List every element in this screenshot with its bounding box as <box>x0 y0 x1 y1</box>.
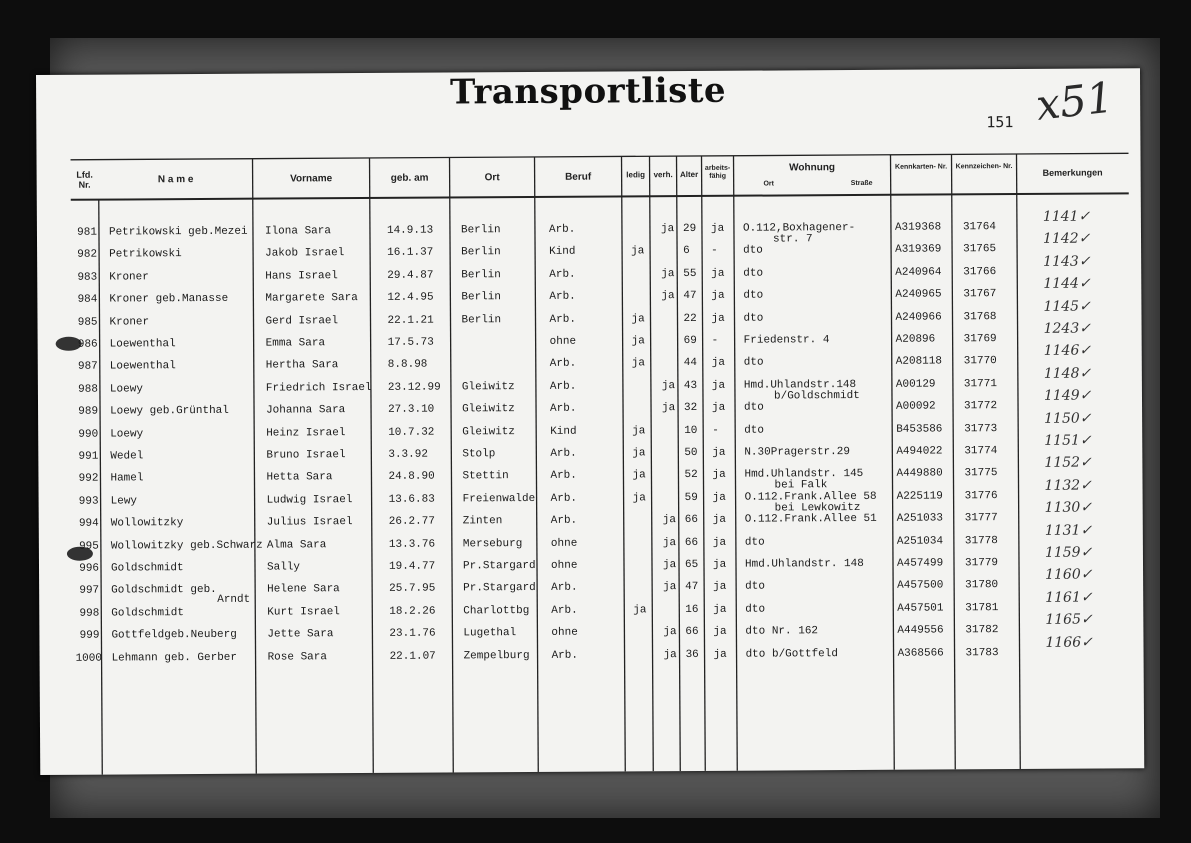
cell-kennkarten-nr: A457500 <box>897 579 944 593</box>
cell-lfd-nr: 982 <box>77 249 98 262</box>
cell-ledig: ja <box>631 312 645 325</box>
cell-ort: Merseburg <box>462 537 523 550</box>
cell-name: Kroner geb.Manasse <box>109 293 229 306</box>
cell-beruf: Arb. <box>549 268 576 281</box>
cell-geb-am: 22.1.07 <box>389 650 436 663</box>
cell-name: Wedel <box>110 450 144 463</box>
cell-alter: 22 <box>683 312 697 325</box>
cell-ort: Stolp <box>462 448 496 461</box>
cell-ort: Freienwalde <box>462 492 536 506</box>
cell-kennzeichen-nr: 31780 <box>965 579 999 592</box>
cell-geb-am: 17.5.73 <box>387 336 434 349</box>
cell-alter: 10 <box>684 424 698 437</box>
cell-vorname: Hertha Sara <box>265 359 339 372</box>
cell-name: Loewenthal <box>109 338 176 351</box>
cell-wohnung: O.112.Frank.Allee 51 <box>744 513 877 526</box>
cell-kennzeichen-nr: 31779 <box>964 557 999 570</box>
cell-beruf: Arb. <box>551 582 578 595</box>
header-wohnung-strasse: Straße <box>850 179 873 188</box>
cell-verh: ja <box>663 581 677 594</box>
cell-ort: Pr.Stargard <box>462 559 536 573</box>
cell-alter: 6 <box>683 245 690 258</box>
cell-bemerkungen: 1146✓ <box>1043 342 1092 360</box>
cell-bemerkungen: 1152✓ <box>1044 454 1092 472</box>
header-bemerkungen: Bemerkungen <box>1042 167 1103 178</box>
cell-kennzeichen-nr: 31778 <box>964 534 998 547</box>
cell-beruf: Arb. <box>550 470 577 483</box>
cell-kennkarten-nr: A240965 <box>895 288 942 301</box>
cell-geb-am: 23.12.99 <box>387 381 441 394</box>
cell-kennzeichen-nr: 31774 <box>964 445 998 458</box>
header-geb-am: geb. am <box>390 172 429 184</box>
cell-name-line2: Arndt <box>217 594 251 607</box>
cell-wohnung: dto <box>743 312 764 325</box>
cell-wohnung: O.112.Frank.Allee 58 <box>744 490 877 504</box>
cell-bemerkungen: 1148✓ <box>1043 365 1092 382</box>
cell-alter: 47 <box>683 290 697 303</box>
cell-kennzeichen-nr: 31783 <box>965 646 999 659</box>
cell-beruf: Arb. <box>549 380 577 393</box>
cell-vorname: Hans Israel <box>265 269 338 283</box>
cell-beruf: ohne <box>551 626 578 640</box>
cell-geb-am: 25.7.95 <box>389 582 436 596</box>
cell-kennkarten-nr: A494022 <box>896 445 943 458</box>
cell-geb-am: 29.4.87 <box>387 269 434 282</box>
cell-ort: Zinten <box>462 515 503 528</box>
cell-ort: Berlin <box>461 291 502 304</box>
cell-kennkarten-nr: A251034 <box>896 535 944 548</box>
cell-name: Loewy <box>109 383 143 396</box>
cell-ledig: ja <box>631 245 645 258</box>
cell-kennzeichen-nr: 31776 <box>964 489 998 503</box>
cell-wohnung: dto <box>745 603 766 616</box>
cell-kennkarten-nr: A449556 <box>897 624 944 637</box>
cell-kennkarten-nr: A251033 <box>896 512 943 525</box>
cell-vorname: Jette Sara <box>267 628 334 641</box>
cell-vorname: Helene Sara <box>267 583 340 596</box>
cell-kennkarten-nr: A00129 <box>895 378 936 391</box>
cell-name: Loewenthal <box>109 360 176 373</box>
document-page <box>36 68 1144 775</box>
cell-beruf: ohne <box>550 537 578 550</box>
cell-wohnung: dto Nr. 162 <box>745 625 819 638</box>
cell-verh: ja <box>662 536 677 549</box>
cell-alter: 32 <box>684 402 698 415</box>
cell-ledig: ja <box>632 424 646 437</box>
cell-wohnung: dto <box>744 424 765 437</box>
cell-ledig: ja <box>633 604 647 617</box>
header-verh: verh. <box>653 170 673 180</box>
cell-wohnung: dto <box>743 267 764 280</box>
cell-name: Hamel <box>110 472 144 485</box>
cell-arbeitsfaehig: ja <box>712 513 726 527</box>
cell-lfd-nr: 985 <box>77 316 98 329</box>
cell-wohnung: Friedenstr. 4 <box>743 334 830 347</box>
cell-beruf: Arb. <box>549 358 577 371</box>
cell-arbeitsfaehig: ja <box>713 603 727 616</box>
handwritten-mark: x51 <box>1033 72 1116 130</box>
cell-geb-am: 27.3.10 <box>388 403 435 417</box>
cell-verh: ja <box>662 559 677 572</box>
cell-wohnung: dto <box>744 401 764 414</box>
cell-beruf: Arb. <box>551 649 578 662</box>
cell-name: Goldschmidt <box>110 562 184 575</box>
cell-wohnung-line2: bei Falk <box>774 479 828 492</box>
cell-lfd-nr: 997 <box>79 585 100 598</box>
cell-lfd-nr: 986 <box>77 338 98 351</box>
cell-ledig: ja <box>632 469 646 482</box>
cell-verh: ja <box>661 267 675 280</box>
cell-arbeitsfaehig: ja <box>711 289 725 303</box>
cell-ort: Berlin <box>460 224 501 237</box>
cell-wohnung-line2: str. 7 <box>772 233 813 246</box>
cell-ort: Pr.Stargard <box>463 582 536 595</box>
cell-wohnung: O.112,Boxhagener- <box>742 221 856 235</box>
cell-arbeitsfaehig: - <box>711 245 718 258</box>
cell-alter: 36 <box>685 648 699 661</box>
cell-name: Kroner <box>109 315 150 329</box>
cell-kennzeichen-nr: 31764 <box>962 221 996 234</box>
cell-arbeitsfaehig: - <box>712 424 719 437</box>
cell-bemerkungen: 1166✓ <box>1045 634 1093 651</box>
cell-arbeitsfaehig: ja <box>713 648 727 661</box>
cell-kennkarten-nr: A00092 <box>896 400 936 413</box>
cell-alter: 66 <box>684 536 699 549</box>
cell-verh: ja <box>663 648 677 661</box>
cell-alter: 55 <box>683 267 697 280</box>
cell-alter: 52 <box>684 469 698 482</box>
cell-beruf: Arb. <box>550 514 578 528</box>
cell-arbeitsfaehig: ja <box>712 558 727 571</box>
cell-bemerkungen: 1130✓ <box>1044 499 1093 517</box>
cell-alter: 47 <box>685 581 699 594</box>
cell-ort: Charlottbg <box>463 604 530 618</box>
cell-geb-am: 12.4.95 <box>387 291 434 305</box>
cell-arbeitsfaehig: ja <box>711 267 725 280</box>
cell-bemerkungen: 1160✓ <box>1045 566 1093 584</box>
cell-kennkarten-nr: A457501 <box>897 602 944 615</box>
cell-vorname: Bruno Israel <box>266 449 346 462</box>
cell-lfd-nr: 987 <box>77 361 98 374</box>
cell-kennkarten-nr: A319369 <box>895 243 942 257</box>
cell-alter: 69 <box>683 334 697 348</box>
cell-kennzeichen-nr: 31765 <box>963 243 997 256</box>
cell-beruf: ohne <box>549 335 577 348</box>
cell-beruf: Arb. <box>551 604 578 617</box>
header-lfd-nr: Lfd. Nr. <box>76 169 93 190</box>
cell-lfd-nr: 999 <box>79 629 100 642</box>
cell-name: Kroner <box>109 271 149 284</box>
cell-name: Goldschmidt <box>111 606 184 620</box>
cell-bemerkungen: 1142✓ <box>1042 230 1091 248</box>
cell-name: Petrikowski <box>109 248 182 261</box>
cell-arbeitsfaehig: ja <box>711 379 726 392</box>
cell-lfd-nr: 995 <box>79 540 99 553</box>
cell-wohnung-line2: b/Goldschmidt <box>773 389 860 403</box>
cell-alter: 43 <box>683 379 698 392</box>
cell-kennzeichen-nr: 31777 <box>964 512 998 525</box>
cell-wohnung: Hmd.Uhlandstr.148 <box>743 378 857 392</box>
cell-bemerkungen: 1150✓ <box>1044 410 1092 427</box>
cell-arbeitsfaehig: - <box>711 334 719 347</box>
cell-beruf: Arb. <box>550 402 577 416</box>
cell-kennkarten-nr: A319368 <box>894 221 942 234</box>
cell-arbeitsfaehig: ja <box>713 581 727 594</box>
cell-verh: ja <box>661 290 675 303</box>
cell-alter: 44 <box>683 357 698 370</box>
cell-geb-am: 26.2.77 <box>388 515 435 529</box>
header-wohnung-ort: Ort <box>763 180 774 188</box>
cell-lfd-nr: 983 <box>77 271 98 284</box>
cell-name: Wollowitzky <box>110 517 184 530</box>
cell-ort: Stettin <box>462 470 509 483</box>
cell-lfd-nr: 981 <box>77 226 98 239</box>
cell-bemerkungen: 1143✓ <box>1043 253 1091 270</box>
cell-verh: ja <box>662 402 676 415</box>
cell-vorname: Sally <box>266 561 301 574</box>
header-wohnung: Wohnung <box>789 162 836 174</box>
cell-wohnung: N.30Pragerstr.29 <box>744 446 850 459</box>
header-ort: Ort <box>484 172 500 184</box>
cell-kennzeichen-nr: 31775 <box>964 467 998 480</box>
cell-verh: ja <box>660 223 675 236</box>
cell-geb-am: 22.1.21 <box>387 314 434 327</box>
cell-bemerkungen: 1165✓ <box>1045 611 1093 629</box>
cell-vorname: Kurt Israel <box>267 605 340 619</box>
cell-ort: Berlin <box>461 268 501 282</box>
cell-vorname: Emma Sara <box>265 337 326 350</box>
cell-geb-am: 13.6.83 <box>388 493 435 506</box>
cell-verh: ja <box>661 379 676 392</box>
cell-alter: 65 <box>684 558 699 572</box>
cell-ort: Berlin <box>461 313 502 326</box>
cell-wohnung: Hmd.Uhlandstr. 145 <box>744 468 864 482</box>
cell-wohnung: Hmd.Uhlandstr. 148 <box>744 557 864 571</box>
cell-name: Loewy geb.Grünthal <box>110 405 229 418</box>
cell-kennzeichen-nr: 31773 <box>964 422 998 435</box>
cell-lfd-nr: 991 <box>78 450 99 463</box>
cell-vorname: Rose Sara <box>267 650 328 664</box>
cell-beruf: ohne <box>550 559 578 572</box>
cell-bemerkungen: 1151✓ <box>1044 432 1092 449</box>
cell-vorname: Julius Israel <box>266 516 353 529</box>
header-kennkarten-nr: Kennkarten- Nr. <box>894 163 948 171</box>
cell-geb-am: 13.3.76 <box>388 538 436 551</box>
page-number: 151 <box>986 113 1014 132</box>
header-beruf: Beruf <box>565 171 592 183</box>
cell-geb-am: 24.8.90 <box>388 470 435 484</box>
cell-vorname: Ilona Sara <box>264 225 332 238</box>
cell-arbeitsfaehig: ja <box>713 625 727 639</box>
cell-bemerkungen: 1131✓ <box>1044 522 1093 539</box>
cell-vorname: Alma Sara <box>266 538 327 552</box>
cell-ledig: ja <box>631 357 646 370</box>
cell-kennkarten-nr: A208118 <box>895 355 943 369</box>
cell-lfd-nr: 990 <box>78 428 99 441</box>
cell-wohnung: dto <box>743 244 763 258</box>
cell-geb-am: 8.8.98 <box>387 359 428 372</box>
cell-beruf: Arb. <box>548 223 576 236</box>
cell-ort: Lugethal <box>463 627 517 640</box>
cell-geb-am: 18.2.26 <box>389 605 436 618</box>
cell-kennzeichen-nr: 31772 <box>964 400 998 413</box>
cell-verh: ja <box>663 626 677 639</box>
cell-arbeitsfaehig: ja <box>712 401 726 415</box>
cell-ort: Zempelburg <box>463 649 530 662</box>
cell-kennkarten-nr: A240966 <box>895 311 942 324</box>
cell-wohnung-line2: bei Lewkowitz <box>774 501 861 515</box>
cell-wohnung: dto <box>745 580 765 594</box>
cell-vorname: Friedrich Israel <box>265 381 372 395</box>
cell-ort: Gleiwitz <box>462 425 516 438</box>
cell-vorname: Margarete Sara <box>265 292 358 305</box>
cell-ort: Gleiwitz <box>462 403 515 416</box>
cell-name: Petrikowski geb.Mezei <box>108 225 248 239</box>
cell-arbeitsfaehig: ja <box>712 491 726 504</box>
cell-bemerkungen: 1161✓ <box>1045 589 1093 606</box>
header-arbeitsfaehig: arbeits- fähig <box>704 164 731 180</box>
cell-lfd-nr: 998 <box>79 607 100 620</box>
cell-name: Goldschmidt geb. <box>111 584 217 597</box>
cell-lfd-nr: 988 <box>78 383 98 396</box>
header-vorname: Vorname <box>290 173 333 185</box>
cell-arbeitsfaehig: ja <box>711 312 725 325</box>
cell-ledig: ja <box>632 447 646 460</box>
cell-arbeitsfaehig: ja <box>712 536 727 549</box>
cell-kennzeichen-nr: 31781 <box>965 601 999 615</box>
cell-wohnung: dto <box>743 356 764 370</box>
cell-kennzeichen-nr: 31782 <box>965 624 999 637</box>
cell-kennzeichen-nr: 31769 <box>963 333 997 346</box>
cell-lfd-nr: 1000 <box>75 652 103 665</box>
cell-alter: 29 <box>682 222 697 236</box>
cell-geb-am: 16.1.37 <box>387 246 434 260</box>
cell-alter: 16 <box>685 603 699 616</box>
cell-wohnung: dto <box>743 289 764 302</box>
cell-lfd-nr: 992 <box>78 473 99 486</box>
cell-geb-am: 14.9.13 <box>386 224 434 237</box>
cell-kennzeichen-nr: 31767 <box>963 288 997 301</box>
cell-kennzeichen-nr: 31768 <box>963 310 997 323</box>
cell-geb-am: 19.4.77 <box>388 560 436 573</box>
header-ledig: ledig <box>626 170 645 180</box>
cell-kennkarten-nr: B453586 <box>896 423 943 436</box>
cell-arbeitsfaehig: ja <box>712 446 726 459</box>
cell-arbeitsfaehig: ja <box>710 222 725 235</box>
cell-lfd-nr: 984 <box>77 293 98 306</box>
cell-name: Lewy <box>110 495 138 508</box>
cell-beruf: Kind <box>549 246 576 259</box>
document-title: Transportliste <box>449 70 727 113</box>
cell-bemerkungen: 1149✓ <box>1043 387 1092 405</box>
cell-name: Loewy <box>110 427 144 441</box>
cell-verh: ja <box>662 514 676 527</box>
cell-bemerkungen: 1141✓ <box>1042 208 1091 225</box>
cell-ort: Berlin <box>461 246 501 259</box>
cell-kennkarten-nr: A240964 <box>895 266 942 279</box>
cell-beruf: Arb. <box>549 290 576 304</box>
cell-kennzeichen-nr: 31771 <box>963 377 997 391</box>
cell-kennkarten-nr: A457499 <box>896 557 944 570</box>
cell-alter: 50 <box>684 446 698 460</box>
cell-kennkarten-nr: A225119 <box>896 490 943 503</box>
cell-vorname: Ludwig Israel <box>266 493 353 507</box>
cell-bemerkungen: 1159✓ <box>1044 544 1093 561</box>
header-name: N a m e <box>157 174 194 186</box>
cell-geb-am: 10.7.32 <box>388 426 435 439</box>
cell-name: Wollowitzky geb.Schwarz <box>110 539 263 553</box>
cell-geb-am: 3.3.92 <box>388 448 428 461</box>
cell-alter: 66 <box>684 514 698 527</box>
cell-beruf: Arb. <box>549 313 576 326</box>
cell-bemerkungen: 1132✓ <box>1044 477 1092 494</box>
cell-beruf: Kind <box>550 425 577 438</box>
header-kennzeichen-nr: Kennzeichen- Nr. <box>955 163 1013 171</box>
cell-bemerkungen: 1243✓ <box>1043 320 1091 337</box>
cell-lfd-nr: 993 <box>78 495 99 508</box>
cell-alter: 66 <box>685 626 699 639</box>
cell-vorname: Johanna Sara <box>266 404 346 417</box>
cell-vorname: Hetta Sara <box>266 471 333 484</box>
header-alter: Alter <box>679 169 699 180</box>
cell-wohnung: dto <box>744 536 765 549</box>
cell-lfd-nr: 996 <box>79 562 100 575</box>
cell-beruf: Arb. <box>550 492 578 505</box>
cell-arbeitsfaehig: ja <box>711 357 726 370</box>
cell-kennzeichen-nr: 31770 <box>963 355 997 368</box>
cell-arbeitsfaehig: ja <box>712 469 726 482</box>
cell-lfd-nr: 994 <box>78 517 99 530</box>
cell-kennkarten-nr: A20896 <box>895 333 936 346</box>
cell-bemerkungen: 1144✓ <box>1043 275 1091 293</box>
cell-vorname: Gerd Israel <box>265 314 339 328</box>
cell-geb-am: 23.1.76 <box>389 627 436 641</box>
cell-name: Gottfeldgeb.Neuberg <box>111 628 237 642</box>
cell-ledig: ja <box>631 335 645 348</box>
cell-ort: Gleiwitz <box>461 380 515 394</box>
cell-vorname: Heinz Israel <box>266 426 346 440</box>
cell-kennzeichen-nr: 31766 <box>963 265 997 279</box>
cell-beruf: Arb. <box>550 447 577 460</box>
cell-vorname: Jakob Israel <box>265 247 345 260</box>
cell-alter: 59 <box>684 491 698 504</box>
cell-kennkarten-nr: A368566 <box>897 647 944 660</box>
cell-name: Lehmann geb. Gerber <box>111 651 238 665</box>
cell-lfd-nr: 989 <box>78 405 99 418</box>
cell-bemerkungen: 1145✓ <box>1043 298 1091 315</box>
cell-kennkarten-nr: A449880 <box>896 467 943 481</box>
cell-ledig: ja <box>632 492 646 505</box>
cell-wohnung: dto b/Gottfeld <box>745 647 839 661</box>
